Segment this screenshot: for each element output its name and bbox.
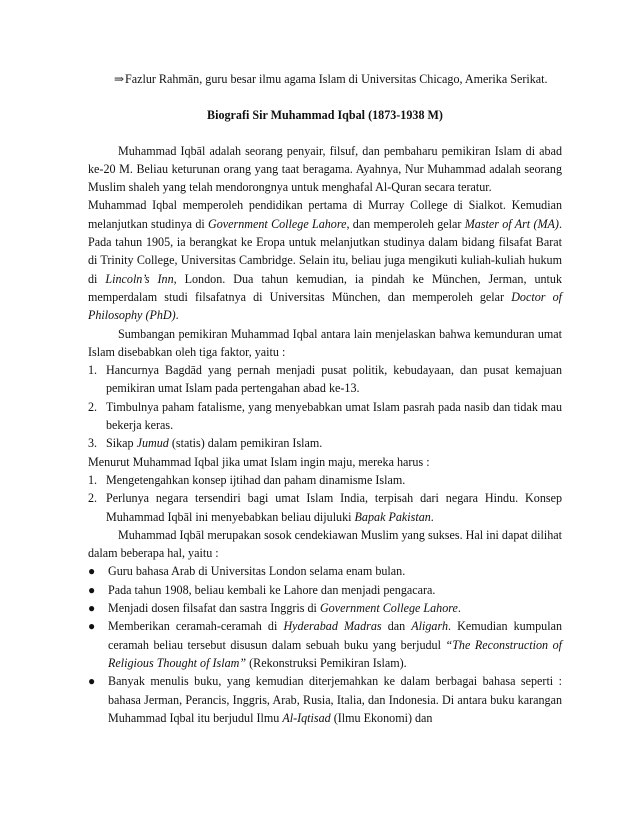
section-title: Biografi Sir Muhammad Iqbal (1873-1938 M): [207, 108, 443, 123]
double-arrow-icon: ⇒: [114, 72, 125, 86]
list-item: [88, 599, 562, 617]
intro-paragraph: Muhammad Iqbāl adalah seorang penyair, filsuf, dan pembaharu pemikiran Islam di abad ke-20 M. Beliau keturunan orang yang taat beragama. Ayahnya, Nur Muhammad adalah seorang Muslim shaleh yang telah mendorongnya untuk menghafal Al-Quran secara teratur.: [88, 143, 562, 195]
italic-run: Hyderabad Madras: [283, 619, 382, 634]
text-run: . Kemudian kumpulan ceramah beliau tersebut disusun dalam sebuah buku yang berjudul: [108, 619, 563, 652]
text-run: Sikap: [106, 436, 137, 451]
list-item-text: Timbulnya paham fatalisme, yang menyebabkan umat Islam pasrah pada nasib dan tidak mau bekerja keras.: [106, 399, 562, 433]
italic-run: Aligarh: [411, 619, 449, 634]
list-number: 2.: [88, 399, 98, 414]
text-run: Perlunya negara tersendiri bagi umat Islam India, terpisah dari negara Hindu. Konsep Muhammad Iqbāl ini menyebabkan beliau dijuluki: [106, 491, 562, 524]
italic-run: Lincoln’s Inn: [105, 271, 174, 286]
achievements-list: [88, 562, 562, 727]
list-item: [88, 434, 562, 452]
list-item: [88, 361, 562, 398]
list-item-text: Mengetengahkan konsep ijtihad dan paham dinamisme Islam.: [106, 472, 406, 487]
italic-run: Bapak Pakistan: [354, 509, 431, 524]
italic-run: Master of Art (MA): [464, 216, 559, 231]
list-number: 1.: [88, 472, 98, 487]
factors-list: [88, 361, 562, 452]
italic-run: Government College Lahore: [319, 601, 458, 616]
italic-run: Doctor of Philosophy (PhD): [88, 289, 562, 323]
text-run: Banyak menulis buku, yang kemudian diterjemahkan ke dalam berbagai bahasa seperti : bahasa Jerman, Perancis, Inggris, Arab, Rusia, Italia, dan Indonesia. Di antara buku karangan Muhammad Iqbal itu berjudul Ilmu: [108, 674, 562, 725]
list-item-text: Hancurnya Bagdād yang pernah menjadi pusat politik, kebudayaan, dan pusat kemajuan pemikiran umat Islam pada pertengahan abad ke-13.: [106, 363, 562, 396]
requirements-list: [88, 471, 562, 526]
success-intro: Muhammad Iqbāl merupakan sosok cendekiawan Muslim yang sukses. Hal ini dapat dilihat dalam beberapa hal, yaitu :: [88, 527, 563, 561]
document-page: [88, 70, 562, 727]
bullet-icon: ●: [88, 674, 96, 689]
text-run: , dan memperoleh gelar: [346, 216, 465, 231]
italic-run: Government College Lahore: [208, 216, 347, 231]
text-run: (statis) dalam pemikiran Islam.: [168, 436, 323, 451]
italic-run: “The Reconstruction of Religious Thought of Islam”: [108, 637, 562, 670]
text-run: Menjadi dosen filsafat dan sastra Inggris di: [108, 601, 320, 616]
italic-run: Jumud: [136, 436, 169, 451]
bullet-icon: ●: [88, 564, 96, 579]
bullet-icon: ●: [88, 582, 96, 597]
advance-intro: Menurut Muhammad Iqbal jika umat Islam ingin maju, mereka harus :: [88, 454, 430, 469]
text-run: .: [430, 509, 434, 524]
text-run: Memberikan ceramah-ceramah di: [108, 619, 284, 634]
list-item: [88, 489, 562, 526]
list-item: [88, 562, 562, 580]
list-item: [88, 581, 562, 599]
list-number: 2.: [88, 491, 98, 506]
list-item-text: Pada tahun 1908, beliau kembali ke Lahore dan menjadi pengacara.: [108, 582, 436, 597]
bullet-icon: ●: [88, 601, 96, 616]
text-run: (Rekonstruksi Pemikiran Islam).: [246, 655, 407, 670]
text-run: .: [175, 308, 179, 323]
list-item: [88, 398, 562, 435]
bullet-icon: ●: [88, 619, 96, 634]
list-number: 1.: [88, 363, 98, 378]
list-item: [88, 471, 562, 489]
contribution-intro: Sumbangan pemikiran Muhammad Iqbal antara lain menjelaskan bahwa kemunduran umat Islam disebabkan oleh tiga faktor, yaitu :: [88, 326, 562, 359]
list-item-text: Guru bahasa Arab di Universitas London selama enam bulan.: [108, 564, 406, 579]
list-number: 3.: [88, 436, 98, 451]
text-run: (Ilmu Ekonomi) dan: [330, 710, 433, 725]
top-list-item: [92, 70, 562, 88]
text-run: , London. Dua tahun kemudian, ia pindah ke München, Jerman, untuk memperdalam studi filsafatnya di Universitas München, dan memperoleh gelar: [88, 271, 563, 304]
text-run: Muhammad Iqbal memperoleh pendidikan pertama di Murray College di Sialkot. Kemudian melanjutkan studinya di: [88, 198, 562, 231]
list-item: [88, 617, 562, 672]
text-run: dan: [381, 619, 412, 634]
text-run: .: [457, 601, 461, 616]
list-item: [88, 672, 562, 727]
top-item-text: Fazlur Rahmān, guru besar ilmu agama Islam di Universitas Chicago, Amerika Serikat.: [125, 72, 548, 86]
education-paragraph: [88, 196, 562, 324]
text-run: . Pada tahun 1905, ia berangkat ke Eropa untuk melanjutkan studinya dalam bidang filsafat Barat di Trinity College, Universitas Cambridge. Selain itu, beliau juga mengikuti kuliah-kuliah hukum di: [88, 216, 562, 286]
italic-run: Al-Iqtisad: [282, 710, 331, 725]
